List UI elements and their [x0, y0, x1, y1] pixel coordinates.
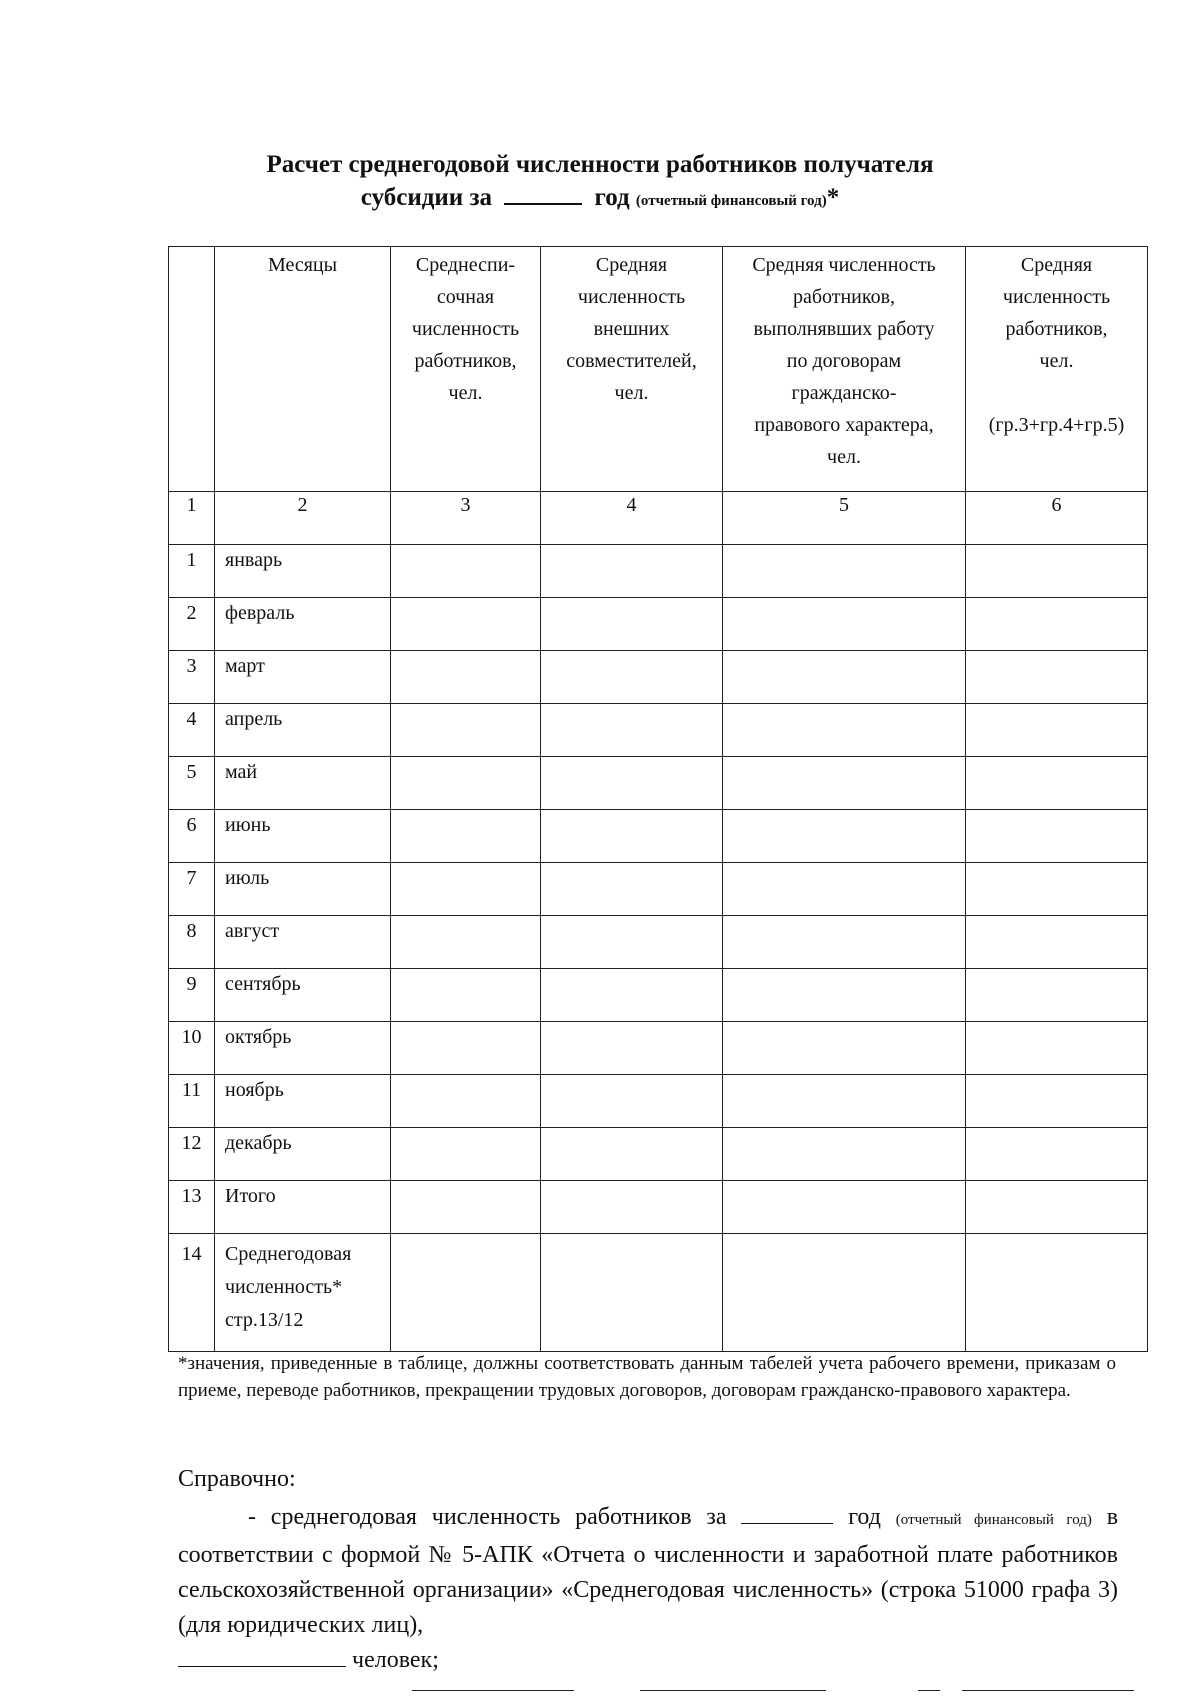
data-cell[interactable]	[541, 1022, 723, 1075]
data-cell[interactable]	[541, 651, 723, 704]
data-cell[interactable]	[966, 969, 1148, 1022]
row-label: июнь	[215, 810, 391, 863]
footnote: *значения, приведенные в таблице, должны соответствовать данным табелей учета рабочего времени, приказам о приеме, переводе работников, прекращении трудовых договоров, договорам гражданско-правового характера.	[178, 1353, 1116, 1401]
table-row	[169, 1075, 1148, 1128]
table-row-annual-average	[169, 1234, 1148, 1352]
data-cell[interactable]	[391, 916, 541, 969]
data-cell[interactable]	[966, 1234, 1148, 1352]
data-cell[interactable]	[723, 651, 966, 704]
reference-label: Справочно:	[178, 1466, 296, 1492]
header-avg-list-count: Среднеспи- сочная численность работников, чел.	[391, 247, 541, 492]
data-cell[interactable]	[723, 1075, 966, 1128]
title-line-1: Расчет среднегодовой численности работников получателя	[266, 151, 934, 178]
row-label: май	[215, 757, 391, 810]
data-cell[interactable]	[966, 651, 1148, 704]
reference-year-note: (отчетный финансовый год)	[895, 1512, 1092, 1528]
data-cell[interactable]	[391, 1181, 541, 1234]
data-cell[interactable]	[541, 545, 723, 598]
data-cell[interactable]	[391, 1022, 541, 1075]
data-cell[interactable]	[723, 863, 966, 916]
table-row	[169, 1022, 1148, 1075]
document-title	[0, 148, 1200, 218]
column-number: 1	[169, 492, 215, 545]
table-row	[169, 545, 1148, 598]
row-label: Итого	[215, 1181, 391, 1234]
column-number-row	[169, 492, 1148, 545]
data-cell[interactable]	[541, 704, 723, 757]
data-cell[interactable]	[966, 916, 1148, 969]
column-number: 4	[541, 492, 723, 545]
row-label: апрель	[215, 704, 391, 757]
row-number: 9	[169, 969, 215, 1022]
row-label: январь	[215, 545, 391, 598]
data-cell[interactable]	[723, 1022, 966, 1075]
signature-line	[412, 1690, 574, 1691]
data-cell[interactable]	[541, 757, 723, 810]
title-line-2	[0, 181, 1200, 218]
data-cell[interactable]	[723, 810, 966, 863]
table-row	[169, 810, 1148, 863]
row-label: сентябрь	[215, 969, 391, 1022]
table-row	[169, 598, 1148, 651]
row-number: 1	[169, 545, 215, 598]
data-cell[interactable]	[723, 969, 966, 1022]
column-number: 3	[391, 492, 541, 545]
row-label: декабрь	[215, 1128, 391, 1181]
data-cell[interactable]	[723, 757, 966, 810]
data-cell[interactable]	[966, 810, 1148, 863]
table-row	[169, 757, 1148, 810]
data-cell[interactable]	[723, 704, 966, 757]
data-cell[interactable]	[541, 916, 723, 969]
signature-line	[918, 1690, 940, 1691]
row-label: август	[215, 916, 391, 969]
header-col-1	[169, 247, 215, 492]
data-cell[interactable]	[391, 1234, 541, 1352]
data-cell[interactable]	[541, 969, 723, 1022]
data-cell[interactable]	[391, 1075, 541, 1128]
table-row	[169, 1128, 1148, 1181]
employee-count-table	[168, 246, 1148, 1352]
data-cell[interactable]	[391, 704, 541, 757]
signature-line	[962, 1690, 1134, 1691]
title-year-note: (отчетный финансовый год)	[635, 193, 827, 209]
title-year-label: год	[594, 184, 630, 211]
row-number: 11	[169, 1075, 215, 1128]
signature-line	[640, 1690, 826, 1691]
data-cell[interactable]	[541, 1181, 723, 1234]
table-header-row	[169, 247, 1148, 492]
header-avg-total-count: Средняя численность работников, чел. (гр.3+гр.4+гр.5)	[966, 247, 1148, 492]
table-row	[169, 863, 1148, 916]
data-cell[interactable]	[723, 545, 966, 598]
column-number: 5	[723, 492, 966, 545]
row-number: 14	[169, 1234, 215, 1352]
data-cell[interactable]	[391, 545, 541, 598]
row-number: 4	[169, 704, 215, 757]
reference-part-1: - среднегодовая численность работников за	[248, 1504, 727, 1530]
table-row	[169, 916, 1148, 969]
header-civil-contract-workers: Средняя численность работников, выполнявших работу по договорам гражданско- правового характера, чел.	[723, 247, 966, 492]
data-cell[interactable]	[541, 598, 723, 651]
title-subsidy-label: субсидии за	[360, 184, 492, 211]
row-number: 5	[169, 757, 215, 810]
data-cell[interactable]	[723, 1181, 966, 1234]
data-cell[interactable]	[541, 1128, 723, 1181]
row-number: 8	[169, 916, 215, 969]
row-number: 7	[169, 863, 215, 916]
table-row	[169, 1181, 1148, 1234]
reference-part-2: год	[848, 1504, 881, 1530]
data-cell[interactable]	[541, 863, 723, 916]
data-cell[interactable]	[966, 757, 1148, 810]
data-cell[interactable]	[391, 969, 541, 1022]
header-months: Месяцы	[215, 247, 391, 492]
table-row	[169, 969, 1148, 1022]
data-cell[interactable]	[541, 1234, 723, 1352]
reference-part-5: человек;	[352, 1647, 439, 1673]
reference-count-blank[interactable]	[178, 1644, 346, 1667]
row-number: 12	[169, 1128, 215, 1181]
row-number: 3	[169, 651, 215, 704]
data-cell[interactable]	[391, 651, 541, 704]
row-label: февраль	[215, 598, 391, 651]
table-row	[169, 651, 1148, 704]
data-cell[interactable]	[723, 1234, 966, 1352]
row-label-line: численность*	[225, 1276, 343, 1298]
data-cell[interactable]	[391, 863, 541, 916]
row-label: октябрь	[215, 1022, 391, 1075]
data-cell[interactable]	[541, 810, 723, 863]
row-number: 13	[169, 1181, 215, 1234]
reference-part-4: в соответствии с формой № 5-АПК «Отчета о численности и заработной плате работников сельскохозяйственной организации» «Среднегодовая численность» (строка 51000 графа 3) (для юридических лиц),	[178, 1504, 1119, 1638]
row-label: ноябрь	[215, 1075, 391, 1128]
data-cell[interactable]	[966, 1128, 1148, 1181]
column-number: 2	[215, 492, 391, 545]
column-number: 6	[966, 492, 1148, 545]
data-cell[interactable]	[966, 1022, 1148, 1075]
data-cell[interactable]	[966, 598, 1148, 651]
data-cell[interactable]	[391, 598, 541, 651]
year-blank-field[interactable]	[504, 185, 582, 205]
row-label-line: стр.13/12	[225, 1309, 304, 1331]
data-cell[interactable]	[966, 1075, 1148, 1128]
reference-text	[178, 1500, 1118, 1678]
data-cell[interactable]	[966, 545, 1148, 598]
data-cell[interactable]	[541, 1075, 723, 1128]
table-row	[169, 704, 1148, 757]
data-cell[interactable]	[723, 916, 966, 969]
data-cell[interactable]	[391, 757, 541, 810]
row-label: июль	[215, 863, 391, 916]
row-number: 6	[169, 810, 215, 863]
row-label-annual-average	[215, 1234, 391, 1352]
header-external-part-timers: Средняя численность внешних совместителей, чел.	[541, 247, 723, 492]
data-cell[interactable]	[391, 1128, 541, 1181]
reference-year-blank[interactable]	[741, 1501, 833, 1524]
data-cell[interactable]	[723, 598, 966, 651]
data-cell[interactable]	[723, 1128, 966, 1181]
data-cell[interactable]	[966, 863, 1148, 916]
row-number: 2	[169, 598, 215, 651]
row-label: март	[215, 651, 391, 704]
row-number: 10	[169, 1022, 215, 1075]
row-label-line: Среднегодовая	[225, 1243, 352, 1265]
title-asterisk: *	[826, 184, 840, 211]
data-cell[interactable]	[966, 704, 1148, 757]
data-cell[interactable]	[966, 1181, 1148, 1234]
data-cell[interactable]	[391, 810, 541, 863]
